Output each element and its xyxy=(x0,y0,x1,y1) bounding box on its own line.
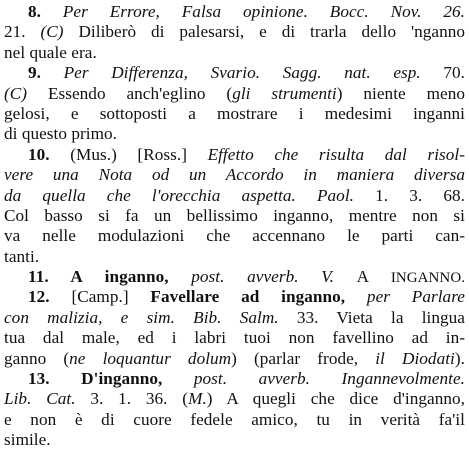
text-segment: (C) xyxy=(40,22,64,42)
text-segment: gelosi, e sottoposti a mostrare i medesimi inganni xyxy=(4,103,465,123)
text-segment: Col basso si fa un bellissimo inganno, mentre non si xyxy=(4,205,465,225)
text-line xyxy=(4,145,465,165)
text-line xyxy=(4,186,465,206)
text-line xyxy=(4,84,465,104)
text-line xyxy=(4,430,465,450)
text-segment: Effetto che risulta dal risol- xyxy=(207,144,465,164)
text-segment: ) (parlar frode, xyxy=(231,348,376,368)
text-segment: ne loquantur dolum xyxy=(69,348,232,368)
text-segment: 33. Vieta la lingua xyxy=(296,307,465,327)
text-segment: di questo primo. xyxy=(4,124,117,144)
text-segment: 8. xyxy=(28,2,63,21)
text-line xyxy=(4,308,465,328)
text-segment: Favellare ad inganno, xyxy=(150,287,367,307)
entry-text-block xyxy=(4,2,465,451)
text-segment: Lib. Cat. xyxy=(4,389,91,409)
text-segment: Diliberò di palesarsi, e di trarla dello 'nganno xyxy=(63,22,465,42)
text-segment: nel quale era. xyxy=(4,42,97,62)
text-segment: simile. xyxy=(4,430,51,450)
text-segment: 70. xyxy=(443,63,465,83)
text-segment: va nelle modulazioni che accennano le parti can- xyxy=(4,226,465,246)
text-segment: 21. xyxy=(4,22,41,42)
text-line xyxy=(4,369,465,389)
text-line xyxy=(4,2,465,22)
text-line xyxy=(4,165,465,185)
text-segment: A xyxy=(356,267,391,287)
text-segment: ). xyxy=(454,348,465,368)
text-segment: con malizia, e sim. Bib. Salm. xyxy=(4,307,297,327)
text-segment: post. avverb. V. xyxy=(191,267,357,287)
text-segment: 9. xyxy=(28,63,64,83)
text-segment: M. xyxy=(188,389,207,409)
text-segment: tua dal male, ed i labri tuoi non favellino ad in- xyxy=(4,328,465,348)
text-line xyxy=(4,104,465,124)
text-segment: 11. A inganno, xyxy=(28,267,192,287)
text-segment: 12. xyxy=(28,287,72,307)
text-segment: [Camp.] xyxy=(71,287,151,307)
text-segment: ganno ( xyxy=(4,348,70,368)
text-line xyxy=(4,389,465,409)
text-segment: ) niente meno xyxy=(336,83,465,103)
text-segment: post. avverb. Ingannevolmente. xyxy=(193,369,465,389)
text-segment: 1. 3. 68. xyxy=(375,185,465,205)
text-line xyxy=(4,124,465,144)
text-segment: Per Errore, Falsa opinione. Bocc. Nov. 26. xyxy=(62,2,465,21)
text-segment: vere una Nota od un Accordo in maniera diversa xyxy=(4,165,465,185)
text-line xyxy=(4,22,465,42)
text-line xyxy=(4,247,465,267)
text-segment: Essendo anch'eglino ( xyxy=(27,83,233,103)
text-line xyxy=(4,267,465,287)
text-segment: INGANNO. xyxy=(390,270,465,287)
text-segment: per Parlare xyxy=(366,287,465,307)
text-segment: il Diodati xyxy=(375,348,455,368)
text-line xyxy=(4,206,465,226)
text-segment: e non è di cuore fedele amico, tu in verità fa'il xyxy=(4,409,465,429)
text-segment: 13. D'inganno, xyxy=(28,369,194,389)
text-segment: ) A quegli che dice d'inganno, xyxy=(206,389,465,409)
text-segment: gli strumenti xyxy=(232,83,337,103)
text-segment: (Mus.) [Ross.] xyxy=(70,144,208,164)
text-segment: tanti. xyxy=(4,246,40,266)
text-line xyxy=(4,287,465,307)
text-line xyxy=(4,226,465,246)
text-line xyxy=(4,349,465,369)
text-segment: Per Differenza, Svario. Sagg. nat. esp. xyxy=(63,63,444,83)
text-segment: da quella che l'orecchia aspetta. Paol. xyxy=(4,185,376,205)
text-line xyxy=(4,63,465,83)
text-segment: 3. 1. 36. ( xyxy=(90,389,189,409)
text-segment: 10. xyxy=(28,144,71,164)
text-line xyxy=(4,410,465,430)
text-segment: (C) xyxy=(4,83,28,103)
text-line xyxy=(4,43,465,63)
text-line xyxy=(4,328,465,348)
